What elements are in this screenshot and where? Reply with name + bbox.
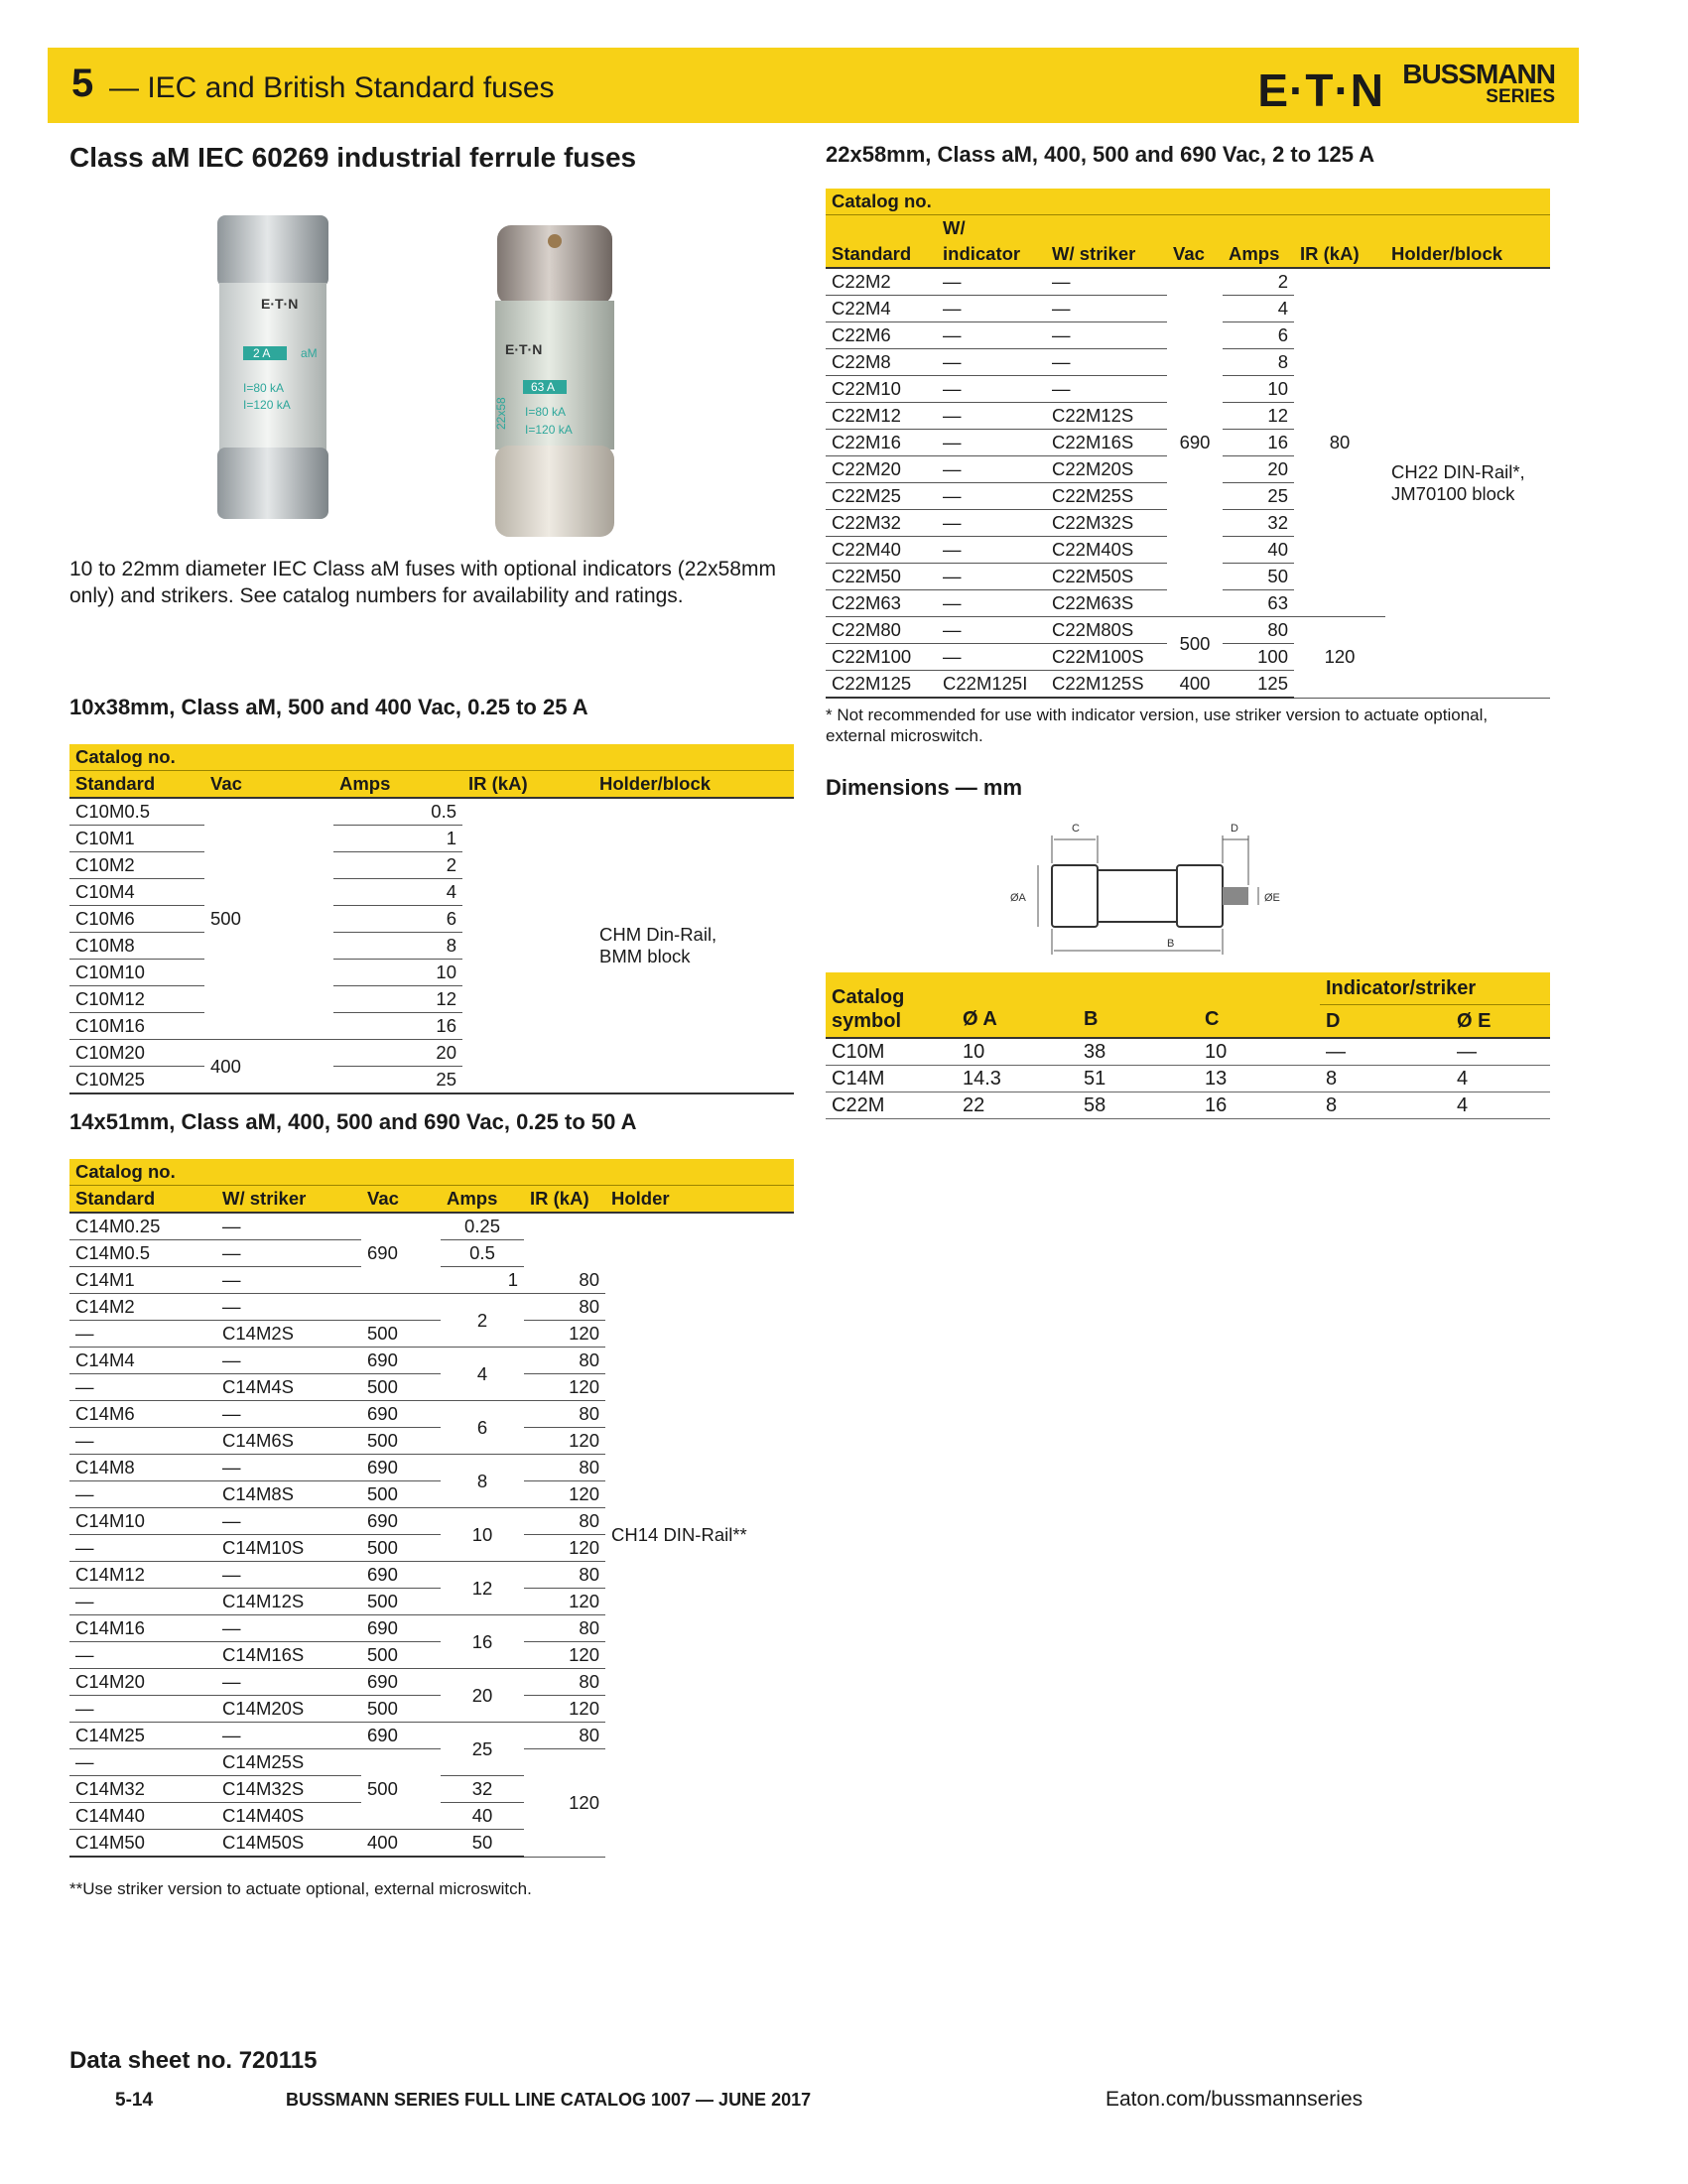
table-row: C22M2 — — 690 2 80 CH22 DIN-Rail*, JM70100 block [826, 268, 1550, 296]
eaton-logo: E·T·N [1257, 64, 1384, 116]
svg-text:D: D [1231, 823, 1238, 835]
catalog-header: Catalog no. [69, 1159, 794, 1186]
table-row: C22M40 — C22M40S 40 [826, 537, 1550, 564]
table-row: C22M25 — C22M25S 25 [826, 483, 1550, 510]
table-row: C22M80 — C22M80S 500 80 120 [826, 617, 1550, 644]
svg-text:E·T·N: E·T·N [261, 296, 299, 312]
svg-text:C: C [1072, 823, 1080, 835]
table-row: C10M25 25 [69, 1067, 794, 1094]
t14-table: Catalog no. Standard W/ striker Vac Amps IR (kA) Holder C14M0.25 — 690 0.25 CH14 DIN-Rail** C14M0.5 — 0.5 C14M1 — 1 80 C14M2 — 2 80 — C14M2S 500 120 C14M4 — 690 4 80 — C14M4S 500 120 C14M6 — 690 6 80 — C14M6S 500 120 C14M8 — 690 8 80 — C14M8S 500 120 C14M10 — 690 10 80 — C14M10S 500 120 C14M12 — 690 12 80 — C14M12S 500 120 C14M16 — 690 16 80 — C14M16S 500 120 C14M20 — 690 20 80 — C14M20S 500 120 C14M25 — 690 25 80 — C14M25S 500 120 C14M32 C14M32S 32 C14M40 C14M40S 40 C14M50 C14M50S 400 50 [69, 1159, 794, 1858]
table-row: C10M1 1 [69, 826, 794, 852]
table-row: C22M8 — — 8 [826, 349, 1550, 376]
table-row: C10M10 10 [69, 960, 794, 986]
website-link[interactable]: Eaton.com/bussmannseries [1105, 2088, 1363, 2111]
table-row: C22M125 C22M125I C22M125S 400 125 [826, 671, 1550, 699]
table-row: C10M16 16 [69, 1013, 794, 1040]
svg-text:2 A: 2 A [253, 346, 271, 360]
table-row: C22M100 — C22M100S 100 [826, 644, 1550, 671]
dims-title: Dimensions — mm [826, 775, 1023, 800]
catalog-header: Catalog no. [826, 189, 1550, 215]
table-row: C10M12 12 [69, 986, 794, 1013]
catalog-name: BUSSMANN SERIES FULL LINE CATALOG 1007 — JUNE 2017 [286, 2090, 812, 2110]
svg-text:I=80 kA: I=80 kA [525, 405, 567, 419]
table-row: C10M2 2 [69, 852, 794, 879]
table-row: C10M20 400 20 [69, 1040, 794, 1067]
table-row: C22M4 — — 4 [826, 296, 1550, 322]
table-row: C22M50 — C22M50S 50 [826, 564, 1550, 590]
table-row: C22M32 — C22M32S 32 [826, 510, 1550, 537]
svg-text:22x58: 22x58 [494, 397, 508, 430]
t22-table: Catalog no. W/ Standard indicator W/ striker Vac Amps IR (kA) Holder/block C22M2 — — 690 2 80 CH22 DIN-Rail*, JM70100 block C22M4 — — 4 C22M6 — — 6 C22M8 — — 8 C22M10 — — 10 C22M12 — C22M12S 12 C22M16 — C22M16S 16 C22M20 — C22M20S 20 C22M25 — C22M25S 25 C22M32 — C22M32S 32 C22M40 — C22M40S 40 C22M50 — C22M50S 50 C22M63 — C22M63S 63 C22M80 — C22M80S 500 80 120 C22M100 — C22M100S 100 C22M125 C22M125I C22M125S 400 125 [826, 189, 1550, 699]
datasheet-number: Data sheet no. 720115 [69, 2047, 318, 2074]
t14-footnote: **Use striker version to actuate optional, external microswitch. [69, 1879, 532, 1898]
t14-title: 14x51mm, Class aM, 400, 500 and 690 Vac, 0.25 to 50 A [69, 1109, 637, 1134]
page-number: 5-14 [115, 2090, 154, 2111]
table-row: C10M 10 38 10 — — [826, 1038, 1550, 1066]
table-row: C10M6 6 [69, 906, 794, 933]
svg-text:I=120 kA: I=120 kA [525, 423, 573, 437]
bussmann-logo: BUSSMANN SERIES [1402, 59, 1555, 107]
svg-text:E·T·N: E·T·N [505, 341, 543, 357]
table-row: C22M10 — — 10 [826, 376, 1550, 403]
table-row: C10M0.5 500 0.5 CHM Din-Rail, BMM block [69, 798, 794, 826]
catalog-header: Catalog no. [69, 744, 794, 771]
svg-text:I=80 kA: I=80 kA [243, 381, 285, 395]
fuse-dimension-diagram [1002, 814, 1399, 963]
table-row: C22M20 — C22M20S 20 [826, 456, 1550, 483]
table-row: C22M12 — C22M12S 12 [826, 403, 1550, 430]
fuse-22x58-image [491, 221, 618, 539]
t10-title: 10x38mm, Class aM, 500 and 400 Vac, 0.25 to 25 A [69, 695, 588, 719]
t10-table: Catalog no. Standard Vac Amps IR (kA) Holder/block C10M0.5 500 0.5 CHM Din-Rail, BMM block C10M1 1 C10M2 2 C10M4 4 C10M6 6 C10M8 8 C10M10 10 C10M12 12 C10M16 16 C10M20 400 20 C10M25 25 [69, 744, 794, 1094]
dims-table: Catalog symbol Ø A B C Indicator/striker D Ø E C10M 10 38 10 — — C14M 14.3 51 13 8 4 C22M 22 58 16 8 4 [826, 972, 1550, 1119]
svg-text:I=120 kA: I=120 kA [243, 398, 291, 412]
table-row: C14M 14.3 51 13 8 4 [826, 1066, 1550, 1092]
table-row: C10M4 4 [69, 879, 794, 906]
table-row: C22M16 — C22M16S 16 [826, 430, 1550, 456]
svg-text:aM: aM [301, 346, 318, 360]
svg-text:ØA: ØA [1010, 892, 1026, 904]
svg-text:B: B [1167, 938, 1175, 950]
table-row: C22M 22 58 16 8 4 [826, 1092, 1550, 1119]
table-row: C10M8 8 [69, 933, 794, 960]
svg-text:63 A: 63 A [531, 380, 556, 394]
fuse-10x38-image [213, 213, 332, 523]
t22-footnote: * Not recommended for use with indicator version, use striker version to actuate optional, external microswitch. [826, 706, 1489, 745]
section-banner [48, 48, 1579, 123]
t22-title: 22x58mm, Class aM, 400, 500 and 690 Vac, 2 to 125 A [826, 142, 1375, 167]
intro-text: 10 to 22mm diameter IEC Class aM fuses with optional indicators (22x58mm only) and strikers. See catalog numbers for availability and ratings. [69, 558, 776, 607]
section-number: 5 [71, 62, 94, 105]
svg-text:ØE: ØE [1264, 892, 1280, 904]
table-row: C22M6 — — 6 [826, 322, 1550, 349]
table-row: C22M63 — C22M63S 63 [826, 590, 1550, 617]
page-title: Class aM IEC 60269 industrial ferrule fuses [69, 142, 637, 173]
section-title: — IEC and British Standard fuses [109, 71, 555, 104]
